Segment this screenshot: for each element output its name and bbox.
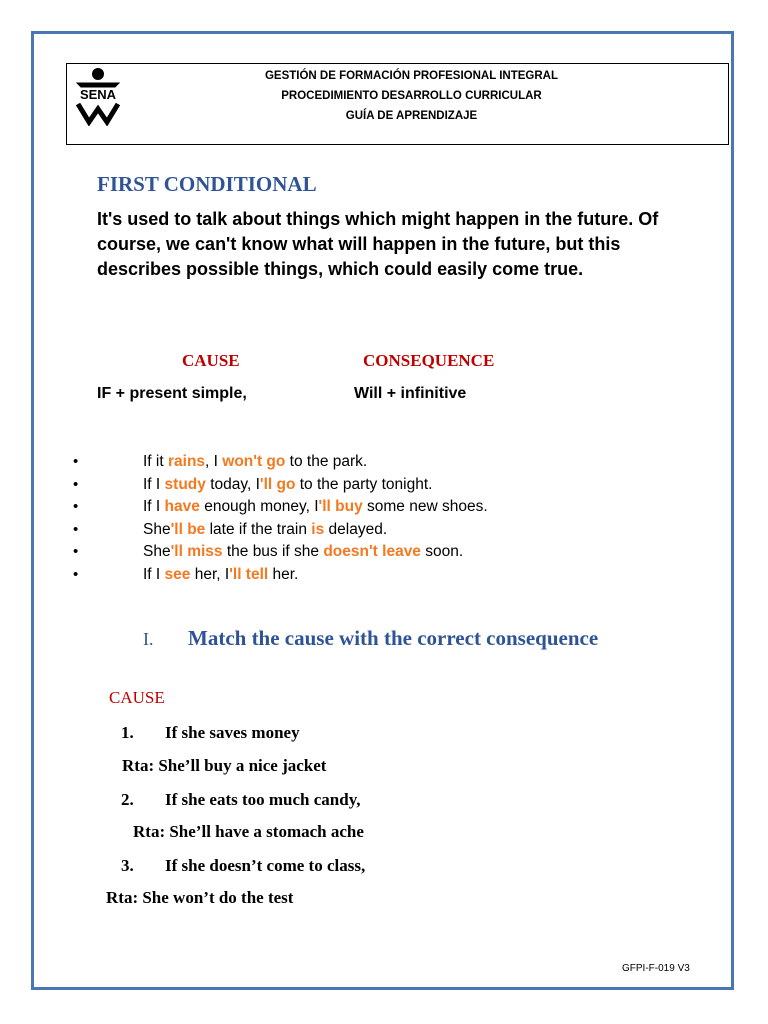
section-number: I.	[143, 629, 154, 649]
example-item	[0, 451, 768, 474]
example-text: enough money, I	[199, 498, 319, 516]
example-text: If I	[143, 475, 165, 493]
example-text: today, I	[205, 475, 260, 493]
example-text: soon.	[420, 543, 464, 561]
bullet-icon: •	[73, 475, 79, 493]
bullet-icon: •	[73, 520, 79, 538]
cause-label: CAUSE	[109, 688, 165, 707]
example-text: If I	[143, 565, 165, 583]
example-text: to the park.	[285, 453, 368, 470]
example-text: delayed.	[324, 520, 388, 538]
example-text: If it	[143, 453, 168, 470]
item-2-cause: If she eats too much candy,	[165, 790, 361, 809]
highlighted-verb: 'll tell	[229, 565, 269, 583]
highlighted-verb: rains	[167, 453, 206, 470]
example-text: , I	[205, 453, 223, 470]
item-3-number: 3.	[121, 856, 134, 875]
example-text: to the party tonight.	[295, 475, 433, 493]
header-line-2: PROCEDIMIENTO DESARROLLO CURRICULAR	[281, 90, 542, 102]
example-sentence	[143, 564, 298, 587]
highlighted-verb: doesn't leave	[323, 543, 421, 561]
highlighted-verb: 'll go	[259, 475, 296, 493]
intro-paragraph: It's used to talk about things which might happen in the future. Of course, we can't know what will happen in the future, but this describes possible things, which could easily come true.	[97, 209, 659, 279]
highlighted-verb: have	[164, 498, 200, 516]
item-3-cause: If she doesn’t come to class,	[165, 856, 366, 875]
header-line-3: GUÍA DE APRENDIZAJE	[345, 110, 478, 122]
consequence-formula: Will + infinitive	[354, 385, 467, 402]
document-header	[66, 63, 729, 145]
example-item	[0, 474, 768, 497]
highlighted-verb: 'll buy	[318, 498, 363, 516]
highlighted-verb: study	[164, 475, 206, 493]
item-1-number: 1.	[121, 723, 134, 742]
example-text: her, I	[190, 565, 230, 583]
example-sentence	[143, 541, 463, 564]
footer-code: GFPI-F-019 V3	[622, 963, 690, 974]
highlighted-verb: 'll miss	[170, 543, 223, 561]
example-item	[0, 519, 768, 542]
example-item	[0, 496, 768, 519]
example-text: She	[143, 520, 171, 538]
consequence-heading: CONSEQUENCE	[363, 351, 495, 370]
page-title: FIRST CONDITIONAL	[97, 172, 317, 196]
example-item	[0, 564, 768, 587]
item-2-answer: Rta: She’ll have a stomach ache	[133, 822, 364, 841]
bullet-icon: •	[73, 498, 79, 516]
highlighted-verb: see	[164, 565, 191, 583]
example-sentence	[143, 474, 432, 497]
example-text: She	[143, 543, 171, 561]
example-text: late if the train	[205, 520, 312, 538]
cause-formula: IF + present simple,	[97, 385, 247, 402]
item-3-answer: Rta: She won’t do the test	[106, 888, 294, 907]
example-text: the bus if she	[222, 543, 324, 561]
example-text: some new shoes.	[362, 498, 488, 516]
example-sentence	[143, 451, 367, 474]
example-item	[0, 541, 768, 564]
highlighted-verb: 'll be	[170, 520, 206, 538]
item-1-answer: Rta: She’ll buy a nice jacket	[122, 756, 327, 775]
example-list	[0, 451, 768, 587]
header-line-1: GESTIÓN DE FORMACIÓN PROFESIONAL INTEGRAL	[264, 70, 559, 82]
bullet-icon: •	[73, 453, 79, 470]
example-sentence	[143, 496, 488, 519]
section-title: Match the cause with the correct consequence	[188, 626, 599, 650]
example-text: If I	[143, 498, 165, 516]
highlighted-verb: won't go	[222, 453, 286, 470]
example-text: her.	[268, 565, 299, 583]
logo-text: SENA	[79, 87, 117, 102]
bullet-icon: •	[73, 565, 79, 583]
highlighted-verb: is	[311, 520, 325, 538]
item-1-cause: If she saves money	[165, 723, 300, 742]
cause-heading: CAUSE	[182, 351, 240, 370]
item-2-number: 2.	[121, 790, 134, 809]
example-sentence	[143, 519, 387, 542]
bullet-icon: •	[73, 543, 79, 561]
header-lines	[67, 66, 728, 126]
